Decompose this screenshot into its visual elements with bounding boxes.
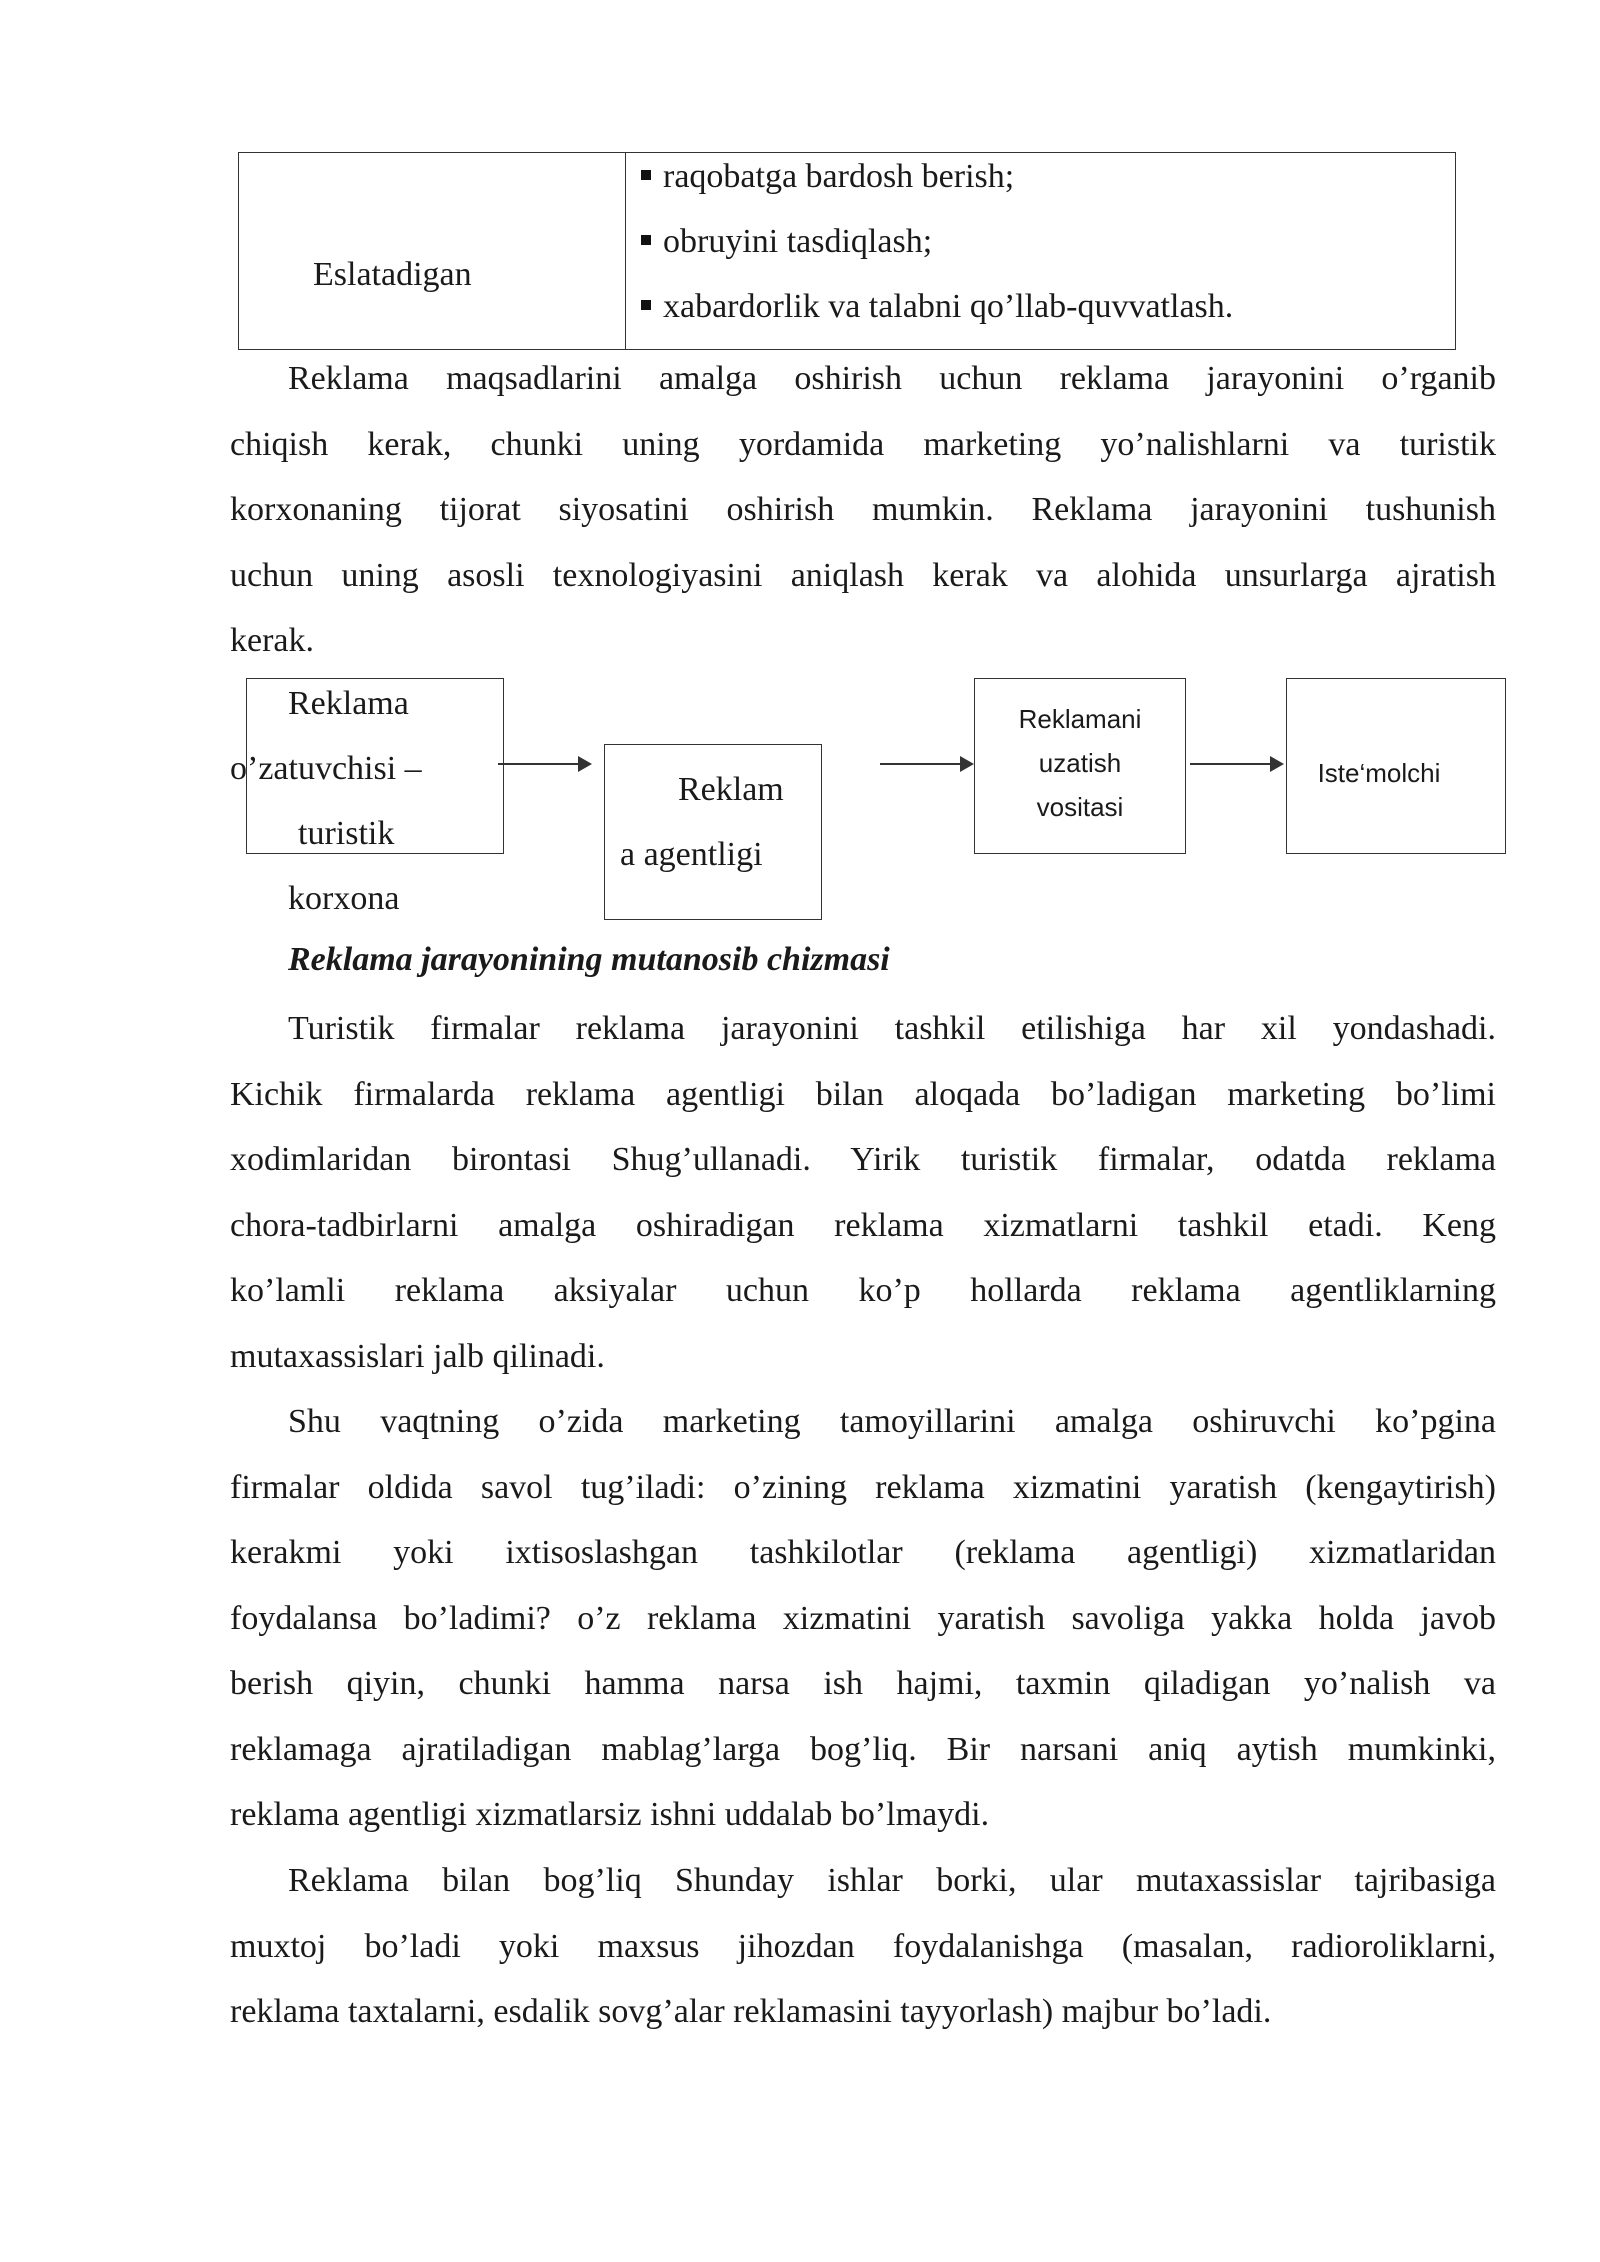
paragraph-1 (230, 346, 1496, 674)
box-agency-line-2: a agentligi (620, 836, 763, 873)
box-channel-line-1: Reklamani (1018, 704, 1142, 734)
text-line: Shu vaqtning o’zida marketing tamoyillarini amalga oshiruvchi ko’pgina (288, 1403, 1496, 1440)
text-line: reklamaga ajratiladigan mablag’larga bog’liq. Bir narsani aniq aytish mumkinki, (230, 1730, 1496, 1768)
square-bullet-icon (641, 300, 651, 310)
diagram-caption: Reklama jarayonining mutanosib chizmasi (288, 941, 890, 978)
table-bullet-2: obruyini tasdiqlash; (641, 222, 932, 262)
arrow-right-icon (880, 763, 972, 765)
box-agency-line-1: Reklam (678, 771, 784, 808)
box-consumer-label: Iste‘molchi (1317, 758, 1441, 788)
box-channel-line-3: vositasi (1036, 792, 1124, 822)
text-line: reklama taxtalarni, esdalik sovg’alar reklamasini tayyorlash) majbur bo’ladi. (230, 1993, 1272, 2030)
text-line: berish qiyin, chunki hamma narsa ish hajmi, taxmin qiladigan yo’nalish va (230, 1665, 1496, 1702)
text-line: ko’lamli reklama aksiyalar uchun ko’p hollarda reklama agentliklarning (230, 1272, 1496, 1309)
text-line: Kichik firmalarda reklama agentligi bilan aloqada bo’ladigan marketing bo’limi (230, 1075, 1496, 1113)
paragraph-3 (230, 1389, 1496, 1848)
table-bullet-3: xabardorlik va talabni qo’llab-quvvatlash. (641, 287, 1233, 327)
table-left-cell: Eslatadigan (313, 256, 472, 293)
text-line: xodimlaridan birontasi Shug’ullanadi. Yirik turistik firmalar, odatda reklama (230, 1141, 1496, 1178)
text-line: uchun uning asosli texnologiyasini aniqlash kerak va alohida unsurlarga ajratish (230, 556, 1496, 594)
box-advertiser-line-1: Reklama (288, 685, 409, 722)
text-line: muxtoj bo’ladi yoki maxsus jihozdan foydalanishga (masalan, radioroliklarni, (230, 1927, 1496, 1965)
text-line: Reklama maqsadlarini amalga oshirish uchun reklama jarayonini o’rganib (288, 360, 1496, 397)
box-advertiser-line-4: korxona (288, 880, 400, 917)
text-line: mutaxassislari jalb qilinadi. (230, 1337, 605, 1375)
arrow-right-icon (1190, 763, 1282, 765)
text-line: korxonaning tijorat siyosatini oshirish mumkin. Reklama jarayonini tushunish (230, 491, 1496, 528)
square-bullet-icon (641, 235, 651, 245)
text-line: reklama agentligi xizmatlarsiz ishni uddalab bo’lmaydi. (230, 1796, 990, 1833)
arrow-right-icon (498, 763, 590, 765)
text-line: chora-tadbirlarni amalga oshiradigan reklama xizmatlarni tashkil etadi. Keng (230, 1206, 1496, 1244)
table-bullet-1: raqobatga bardosh berish; (641, 157, 1014, 197)
goals-table (238, 152, 1456, 350)
text-line: kerakmi yoki ixtisoslashgan tashkilotlar (reklama agentligi) xizmatlaridan (230, 1534, 1496, 1571)
box-channel-line-2: uzatish (1038, 748, 1122, 778)
text-line: Turistik firmalar reklama jarayonini tashkil etilishiga har xil yondashadi. (288, 1010, 1496, 1047)
paragraph-2 (230, 996, 1496, 1389)
square-bullet-icon (641, 170, 651, 180)
table-divider (625, 153, 626, 349)
text-line: foydalansa bo’ladimi? o’z reklama xizmatini yaratish savoliga yakka holda javob (230, 1599, 1496, 1637)
paragraph-4 (230, 1848, 1496, 2045)
text-line: firmalar oldida savol tug’iladi: o’zining reklama xizmatini yaratish (kengaytirish) (230, 1468, 1496, 1506)
box-advertiser-line-2: o’zatuvchisi – (230, 750, 422, 787)
box-advertiser-line-3: turistik (298, 815, 395, 852)
text-line: Reklama bilan bog’liq Shunday ishlar borki, ular mutaxassislar tajribasiga (288, 1862, 1496, 1899)
text-line: kerak. (230, 622, 315, 659)
text-line: chiqish kerak, chunki uning yordamida marketing yo’nalishlarni va turistik (230, 425, 1496, 463)
